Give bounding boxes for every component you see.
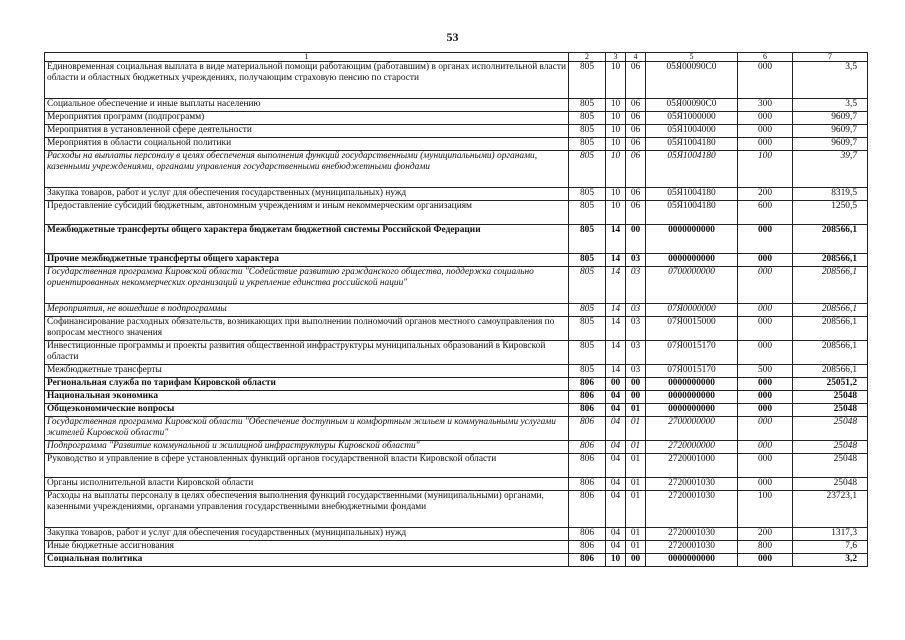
subsection-code: 03	[626, 317, 646, 341]
target-article-code: 2720001030	[646, 541, 738, 554]
subsection-code: 03	[626, 365, 646, 378]
section-code: 04	[606, 441, 626, 454]
section-code: 14	[606, 254, 626, 267]
row-name: Софинансирование расходных обязательств, возникающих при выполнении полномочий органов местного самоуправления по вопросам местного значения	[45, 317, 569, 341]
subsection-code: 06	[626, 188, 646, 201]
expense-type-code: 100	[738, 491, 793, 528]
admin-code: 805	[569, 99, 606, 112]
table-row	[45, 441, 868, 454]
admin-code: 805	[569, 317, 606, 341]
table-row	[45, 365, 868, 378]
expense-type-code: 000	[738, 454, 793, 478]
table-row	[45, 491, 868, 528]
amount: 9609,7	[793, 138, 868, 151]
admin-code: 806	[569, 528, 606, 541]
table-row	[45, 554, 868, 567]
row-name: Социальное обеспечение и иные выплаты населению	[45, 99, 569, 112]
section-code: 10	[606, 62, 626, 99]
amount: 3,5	[793, 99, 868, 112]
subsection-code: 06	[626, 138, 646, 151]
subsection-code: 01	[626, 478, 646, 491]
admin-code: 805	[569, 62, 606, 99]
amount: 208566,1	[793, 225, 868, 254]
admin-code: 806	[569, 554, 606, 567]
subsection-code: 06	[626, 112, 646, 125]
expense-type-code: 000	[738, 304, 793, 317]
row-name: Руководство и управление в сфере установленных функций органов государственной власти Кировской области	[45, 454, 569, 478]
target-article-code: 07Я0015000	[646, 317, 738, 341]
table-row	[45, 454, 868, 478]
admin-code: 805	[569, 201, 606, 225]
admin-code: 805	[569, 254, 606, 267]
table-row	[45, 417, 868, 441]
section-code: 04	[606, 478, 626, 491]
row-name: Государственная программа Кировской области "Обеспечение доступным и комфортным жильем и коммунальными услугами жителей Кировской области"	[45, 417, 569, 441]
subsection-code: 06	[626, 201, 646, 225]
admin-code: 806	[569, 441, 606, 454]
section-code: 10	[606, 201, 626, 225]
section-code: 04	[606, 454, 626, 478]
row-name: Расходы на выплаты персоналу в целях обеспечения выполнения функций государственными (муниципальными) органами, казенными учреждениями, органами управления государственными внебюджетными фондами	[45, 491, 569, 528]
target-article-code: 07Я0015170	[646, 341, 738, 365]
subsection-code: 01	[626, 528, 646, 541]
row-name: Мероприятия, не вошедшие в подпрограммы	[45, 304, 569, 317]
expense-type-code: 000	[738, 125, 793, 138]
amount: 23723,1	[793, 491, 868, 528]
row-name: Иные бюджетные ассигнования	[45, 541, 569, 554]
amount: 25048	[793, 478, 868, 491]
target-article-code: 2720001030	[646, 491, 738, 528]
table-row	[45, 304, 868, 317]
row-name: Межбюджетные трансферты общего характера бюджетам бюджетной системы Российской Федерации	[45, 225, 569, 254]
target-article-code: 07Я0000000	[646, 304, 738, 317]
row-name: Мероприятия программ (подпрограмм)	[45, 112, 569, 125]
target-article-code: 0000000000	[646, 391, 738, 404]
subsection-code: 06	[626, 99, 646, 112]
row-name: Общеэкономические вопросы	[45, 404, 569, 417]
table-row	[45, 99, 868, 112]
expense-type-code: 000	[738, 378, 793, 391]
row-name: Подпрограмма "Развитие коммунальной и жилищной инфраструктуры Кировской области"	[45, 441, 569, 454]
header-cell: 1	[45, 53, 569, 62]
header-cell: 2	[569, 53, 606, 62]
section-code: 10	[606, 554, 626, 567]
target-article-code: 05Я1004180	[646, 138, 738, 151]
expense-type-code: 000	[738, 62, 793, 99]
target-article-code: 2720000000	[646, 441, 738, 454]
header-cell: 4	[626, 53, 646, 62]
section-code: 04	[606, 528, 626, 541]
admin-code: 806	[569, 491, 606, 528]
header-cell: 5	[646, 53, 738, 62]
table-body	[45, 62, 868, 567]
amount: 25048	[793, 417, 868, 441]
row-name: Национальная экономика	[45, 391, 569, 404]
subsection-code: 01	[626, 491, 646, 528]
target-article-code: 05Я1004180	[646, 151, 738, 188]
row-name: Мероприятия в области социальной политики	[45, 138, 569, 151]
amount: 9609,7	[793, 125, 868, 138]
header-row	[45, 53, 868, 62]
target-article-code: 0700000000	[646, 267, 738, 304]
target-article-code: 2700000000	[646, 417, 738, 441]
admin-code: 805	[569, 125, 606, 138]
amount: 25048	[793, 441, 868, 454]
subsection-code: 00	[626, 225, 646, 254]
target-article-code: 0000000000	[646, 554, 738, 567]
subsection-code: 00	[626, 554, 646, 567]
admin-code: 806	[569, 404, 606, 417]
expense-type-code: 200	[738, 528, 793, 541]
row-name: Мероприятия в установленной сфере деятельности	[45, 125, 569, 138]
header-cell: 7	[793, 53, 868, 62]
section-code: 04	[606, 541, 626, 554]
expense-type-code: 000	[738, 341, 793, 365]
subsection-code: 06	[626, 62, 646, 99]
admin-code: 806	[569, 391, 606, 404]
row-name: Расходы на выплаты персоналу в целях обеспечения выполнения функций государственными (муниципальными) органами, казенными учреждениями, органами управления государственными внебюджетными фондами	[45, 151, 569, 188]
amount: 8319,5	[793, 188, 868, 201]
admin-code: 806	[569, 541, 606, 554]
table-row	[45, 254, 868, 267]
subsection-code: 01	[626, 454, 646, 478]
header-cell: 3	[606, 53, 626, 62]
amount: 7,6	[793, 541, 868, 554]
section-code: 14	[606, 304, 626, 317]
admin-code: 805	[569, 151, 606, 188]
amount: 208566,1	[793, 254, 868, 267]
row-name: Единовременная социальная выплата в виде материальной помощи работающим (работавшим) в органах исполнительной власти области и областных бюджетных учреждениях, получающим страховую пенсию по старости	[45, 62, 569, 99]
expense-type-code: 000	[738, 317, 793, 341]
admin-code: 806	[569, 417, 606, 441]
table-row	[45, 404, 868, 417]
amount: 39,7	[793, 151, 868, 188]
target-article-code: 05Я1004180	[646, 201, 738, 225]
amount: 3,5	[793, 62, 868, 99]
subsection-code: 01	[626, 541, 646, 554]
section-code: 14	[606, 225, 626, 254]
table-row	[45, 378, 868, 391]
expense-type-code: 200	[738, 188, 793, 201]
amount: 208566,1	[793, 304, 868, 317]
expense-type-code: 300	[738, 99, 793, 112]
row-name: Региональная служба по тарифам Кировской области	[45, 378, 569, 391]
row-name: Социальная политика	[45, 554, 569, 567]
subsection-code: 06	[626, 151, 646, 188]
expense-type-code: 500	[738, 365, 793, 378]
row-name: Межбюджетные трансферты	[45, 365, 569, 378]
admin-code: 805	[569, 138, 606, 151]
amount: 208566,1	[793, 365, 868, 378]
table-row	[45, 478, 868, 491]
subsection-code: 01	[626, 404, 646, 417]
table-row	[45, 112, 868, 125]
section-code: 14	[606, 341, 626, 365]
admin-code: 806	[569, 454, 606, 478]
target-article-code: 0000000000	[646, 404, 738, 417]
row-name: Закупка товаров, работ и услуг для обеспечения государственных (муниципальных) нужд	[45, 188, 569, 201]
table-row	[45, 317, 868, 341]
subsection-code: 00	[626, 378, 646, 391]
target-article-code: 0000000000	[646, 225, 738, 254]
expense-type-code: 800	[738, 541, 793, 554]
amount: 1250,5	[793, 201, 868, 225]
row-name: Органы исполнительной власти Кировской области	[45, 478, 569, 491]
table-row	[45, 201, 868, 225]
subsection-code: 03	[626, 341, 646, 365]
subsection-code: 01	[626, 417, 646, 441]
target-article-code: 2720001030	[646, 478, 738, 491]
amount: 25051,2	[793, 378, 868, 391]
table-row	[45, 151, 868, 188]
expense-type-code: 000	[738, 404, 793, 417]
section-code: 10	[606, 112, 626, 125]
admin-code: 805	[569, 225, 606, 254]
row-name: Закупка товаров, работ и услуг для обеспечения государственных (муниципальных) нужд	[45, 528, 569, 541]
section-code: 14	[606, 317, 626, 341]
section-code: 04	[606, 404, 626, 417]
admin-code: 806	[569, 378, 606, 391]
subsection-code: 01	[626, 441, 646, 454]
row-name: Прочие межбюджетные трансферты общего характера	[45, 254, 569, 267]
amount: 208566,1	[793, 317, 868, 341]
header-cell: 6	[738, 53, 793, 62]
target-article-code: 05Я00090С0	[646, 62, 738, 99]
expense-type-code: 000	[738, 225, 793, 254]
table-row	[45, 125, 868, 138]
section-code: 04	[606, 391, 626, 404]
section-code: 04	[606, 417, 626, 441]
amount: 25048	[793, 404, 868, 417]
target-article-code: 2720001030	[646, 528, 738, 541]
subsection-code: 03	[626, 304, 646, 317]
target-article-code: 05Я1004180	[646, 188, 738, 201]
table-row	[45, 225, 868, 254]
section-code: 10	[606, 125, 626, 138]
target-article-code: 2720001000	[646, 454, 738, 478]
section-code: 14	[606, 365, 626, 378]
row-name: Инвестиционные программы и проекты развития общественной инфраструктуры муниципальных образований в Кировской области	[45, 341, 569, 365]
section-code: 10	[606, 188, 626, 201]
table-row	[45, 341, 868, 365]
expense-type-code: 000	[738, 267, 793, 304]
subsection-code: 03	[626, 254, 646, 267]
table-row	[45, 528, 868, 541]
amount: 25048	[793, 391, 868, 404]
table-row	[45, 138, 868, 151]
page-number: 53	[446, 30, 459, 44]
target-article-code: 0000000000	[646, 254, 738, 267]
subsection-code: 06	[626, 125, 646, 138]
expense-type-code: 000	[738, 554, 793, 567]
table-row	[45, 391, 868, 404]
amount: 3,2	[793, 554, 868, 567]
table-row	[45, 541, 868, 554]
admin-code: 806	[569, 478, 606, 491]
admin-code: 805	[569, 341, 606, 365]
admin-code: 805	[569, 365, 606, 378]
target-article-code: 07Я0015170	[646, 365, 738, 378]
admin-code: 805	[569, 304, 606, 317]
expense-type-code: 000	[738, 417, 793, 441]
section-code: 10	[606, 99, 626, 112]
expense-type-code: 000	[738, 391, 793, 404]
amount: 1317,3	[793, 528, 868, 541]
admin-code: 805	[569, 112, 606, 125]
expense-type-code: 000	[738, 478, 793, 491]
expense-type-code: 100	[738, 151, 793, 188]
table-row	[45, 62, 868, 99]
expense-type-code: 000	[738, 112, 793, 125]
table-row	[45, 267, 868, 304]
target-article-code: 05Я1004000	[646, 125, 738, 138]
target-article-code: 05Я00090С0	[646, 99, 738, 112]
expense-type-code: 000	[738, 254, 793, 267]
subsection-code: 03	[626, 267, 646, 304]
target-article-code: 0000000000	[646, 378, 738, 391]
section-code: 10	[606, 151, 626, 188]
table-row	[45, 188, 868, 201]
target-article-code: 05Я1000000	[646, 112, 738, 125]
subsection-code: 00	[626, 391, 646, 404]
section-code: 04	[606, 491, 626, 528]
amount: 9609,7	[793, 112, 868, 125]
amount: 208566,1	[793, 267, 868, 304]
expense-type-code: 600	[738, 201, 793, 225]
amount: 25048	[793, 454, 868, 478]
expense-type-code: 000	[738, 138, 793, 151]
section-code: 14	[606, 267, 626, 304]
section-code: 00	[606, 378, 626, 391]
admin-code: 805	[569, 188, 606, 201]
admin-code: 805	[569, 267, 606, 304]
row-name: Государственная программа Кировской области "Содействие развитию гражданского общества, поддержка социально ориентированных некоммерческих организаций и укрепление единства российской нации"	[45, 267, 569, 304]
row-name: Предоставление субсидий бюджетным, автономным учреждениям и иным некоммерческим организациям	[45, 201, 569, 225]
expense-type-code: 000	[738, 441, 793, 454]
budget-table	[44, 52, 868, 567]
section-code: 10	[606, 138, 626, 151]
amount: 208566,1	[793, 341, 868, 365]
